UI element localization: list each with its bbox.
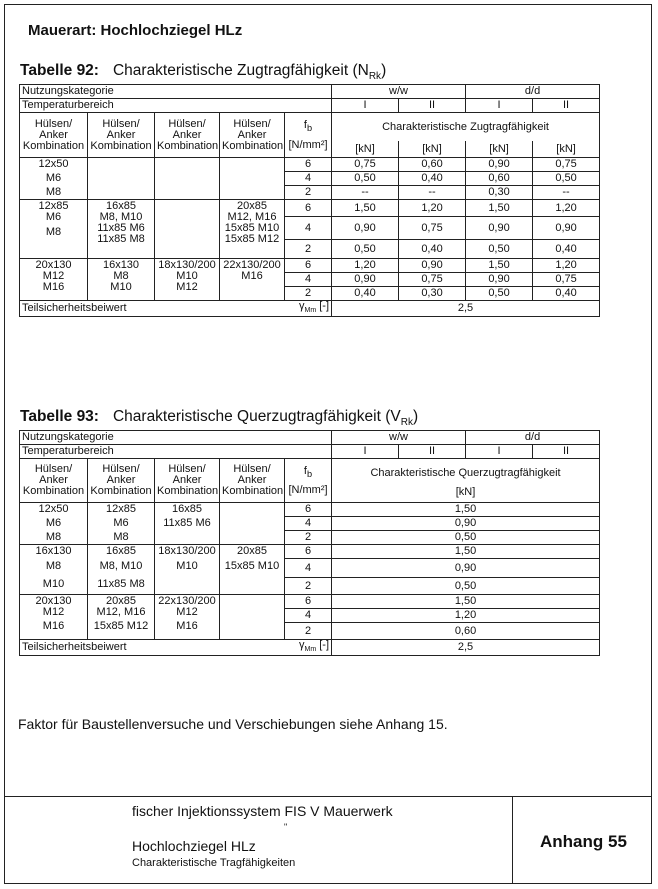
empty-cell <box>220 595 285 640</box>
gamma-symbol <box>285 301 332 317</box>
anchor-text: M8 <box>45 560 62 572</box>
ww-header: w/w <box>332 431 466 445</box>
empty-cell <box>155 158 220 200</box>
unit-kn: [kN] <box>455 485 476 498</box>
table-row <box>20 85 600 99</box>
anchor-text: 11x85 M8 <box>97 233 145 245</box>
value-cell: 0,50 <box>332 172 399 186</box>
anchor-text: 15x85 M12 <box>224 233 280 245</box>
value-cell: 0,50 <box>533 172 600 186</box>
table-row <box>20 158 600 172</box>
table-row <box>20 531 600 545</box>
table-row <box>20 259 600 273</box>
value-cell: 0,75 <box>533 158 600 172</box>
fb-unit: [N/mm²] <box>288 484 328 497</box>
table-row <box>20 431 600 445</box>
unit-kn: [kN] <box>465 141 532 157</box>
value-cell: 0,40 <box>332 287 399 301</box>
nutzungskategorie-label: Nutzungskategorie <box>20 431 332 445</box>
value-cell: 0,90 <box>399 259 466 273</box>
anchor-cell: 12x85 <box>88 503 155 517</box>
anchor-text: M8, M10 <box>99 560 143 572</box>
teil-value: 2,5 <box>332 301 600 317</box>
table-92-title-close: ) <box>381 62 387 79</box>
anchor-text: M16 <box>176 620 198 632</box>
unit-kn: [kN] <box>398 141 465 157</box>
anchor-text: M12 <box>42 606 65 618</box>
value-cell: 0,50 <box>332 578 600 595</box>
gamma-sub: Mm <box>304 646 317 654</box>
teil-value: 2,5 <box>332 640 600 656</box>
anchor-text: M10 <box>42 578 65 590</box>
value-cell: 0,90 <box>466 273 533 287</box>
anchor-cell <box>20 595 88 640</box>
footer-subject: Hochlochziegel HLz <box>132 838 256 854</box>
footer-tick: " <box>284 822 288 832</box>
value-cell: 0,60 <box>466 172 533 186</box>
gamma: γ <box>299 300 305 312</box>
value-cell: 0,50 <box>466 240 533 259</box>
empty-cell <box>155 531 220 545</box>
anchor-text: 20x85 <box>237 545 267 557</box>
value-cell: 1,20 <box>533 259 600 273</box>
temperaturbereich-label: Temperaturbereich <box>20 99 332 113</box>
value-cell: 0,90 <box>332 273 399 287</box>
fb-value: 6 <box>285 200 332 217</box>
anchor-cell <box>220 200 285 259</box>
value-cell: 1,50 <box>332 503 600 517</box>
char-header-label: Charakteristische Querzugtragfähigkeit <box>370 466 561 479</box>
fb-value: 2 <box>285 240 332 259</box>
anchor-cell: M6 <box>88 517 155 531</box>
value-cell: 0,60 <box>399 158 466 172</box>
value-cell: 0,90 <box>533 217 600 240</box>
value-cell: 1,50 <box>466 259 533 273</box>
value-cell: 1,20 <box>332 259 399 273</box>
temp-II: II <box>399 445 466 459</box>
value-cell: 0,40 <box>533 287 600 301</box>
gamma-unit: [-] <box>319 639 330 651</box>
anchor-text: 11x85 M8 <box>97 578 145 590</box>
anchor-cell <box>220 545 285 595</box>
anchor-cell: 16x85 <box>155 503 220 517</box>
fb-value: 6 <box>285 158 332 172</box>
dd-header: d/d <box>466 85 600 99</box>
table-93-title-close: ) <box>412 408 419 425</box>
anchor-text: 15x85 M12 <box>93 620 149 632</box>
anchor-cell <box>88 200 155 259</box>
value-cell: 0,90 <box>466 158 533 172</box>
fb-symbol: f <box>303 119 307 132</box>
fb-value: 4 <box>285 273 332 287</box>
teilsicherheitsbeiwert-label: Teilsicherheitsbeiwert <box>20 640 285 656</box>
anchor-text: 16x130 <box>35 545 72 557</box>
col-header-huelsen-anker: Hülsen/ Anker Kombination <box>88 459 155 503</box>
dd-header: d/d <box>466 431 600 445</box>
anchor-text: 16x85 <box>106 545 136 557</box>
table-92-caption <box>20 62 386 82</box>
anchor-text: M12 <box>176 281 198 293</box>
anchor-text: M10 <box>176 560 198 572</box>
temp-I: I <box>332 445 399 459</box>
fb-value: 2 <box>285 531 332 545</box>
anchor-text: M12 <box>176 606 198 618</box>
ww-header: w/w <box>332 85 466 99</box>
value-cell: 0,75 <box>399 273 466 287</box>
anchor-text: M10 <box>176 270 198 282</box>
value-cell: 1,50 <box>332 200 399 217</box>
value-cell: -- <box>533 186 600 200</box>
anchor-cell <box>155 545 220 595</box>
table-93-label: Tabelle 93: <box>20 408 99 425</box>
footer-divider <box>512 796 513 884</box>
empty-cell <box>155 200 220 259</box>
fb-value: 2 <box>285 186 332 200</box>
fb-value: 6 <box>285 545 332 559</box>
anchor-text: 22x130/200 <box>158 595 216 607</box>
table-row <box>20 113 600 158</box>
anchor-text: M8 <box>113 270 129 282</box>
table-row <box>20 445 600 459</box>
anchor-cell: M8 <box>88 531 155 545</box>
col-header-huelsen-anker: Hülsen/ Anker Kombination <box>155 113 220 158</box>
anchor-text: 20x130 <box>35 595 72 607</box>
anchor-text: 18x130/200 <box>158 545 216 557</box>
temp-II: II <box>533 445 600 459</box>
col-header-huelsen-anker: Hülsen/ Anker Kombination <box>220 459 285 503</box>
value-cell: 0,60 <box>332 623 600 640</box>
anchor-cell <box>88 595 155 640</box>
value-cell: 0,75 <box>533 273 600 287</box>
value-cell: 0,40 <box>399 172 466 186</box>
char-header-cell <box>332 113 600 158</box>
unit-kn: [kN] <box>532 141 599 157</box>
anchor-cell: M6 <box>20 517 88 531</box>
value-cell: 1,50 <box>332 545 600 559</box>
temp-II: II <box>399 99 466 113</box>
value-cell: 1,50 <box>466 200 533 217</box>
anchor-text: 18x130/200 <box>158 259 216 271</box>
col-header-huelsen-anker: Hülsen/ Anker Kombination <box>155 459 220 503</box>
temp-I: I <box>466 99 533 113</box>
anchor-cell: 12x50 <box>20 158 88 172</box>
anchor-text: 20x85 <box>237 200 267 212</box>
anchor-cell <box>20 259 88 301</box>
anchor-text: M8, M10 <box>99 211 143 223</box>
gamma: γ <box>299 639 305 651</box>
value-cell: -- <box>332 186 399 200</box>
anchor-text: M16 <box>42 281 65 293</box>
anchor-cell: M8 <box>20 531 88 545</box>
table-row <box>20 503 600 517</box>
anchor-text: 16x130 <box>102 259 140 271</box>
fb-unit: [N/mm²] <box>288 138 328 151</box>
note-text: Faktor für Baustellenversuche und Verschiebungen siehe Anhang 15. <box>18 716 448 732</box>
anchor-text: 20x130 <box>35 259 72 271</box>
anchor-text: M16 <box>42 620 65 632</box>
anchor-text: 20x85 <box>106 595 136 607</box>
teilsicherheitsbeiwert-label: Teilsicherheitsbeiwert <box>20 301 285 317</box>
anchor-text: 12x85 <box>38 200 69 212</box>
table-row <box>20 200 600 217</box>
anchor-cell: 11x85 M6 <box>155 517 220 531</box>
fb-value: 6 <box>285 503 332 517</box>
table-93-caption <box>20 408 418 428</box>
anchor-text: 16x85 <box>106 200 136 212</box>
anchor-cell: M6 <box>20 172 88 186</box>
anchor-cell <box>155 595 220 640</box>
value-cell: 1,20 <box>332 609 600 623</box>
value-cell: 0,40 <box>533 240 600 259</box>
anchor-text: M8 <box>45 226 62 238</box>
value-cell: 0,90 <box>332 517 600 531</box>
fb-value: 4 <box>285 517 332 531</box>
value-cell: 0,50 <box>332 531 600 545</box>
anchor-text: M12, M16 <box>96 606 146 618</box>
col-header-huelsen-anker: Hülsen/ Anker Kombination <box>88 113 155 158</box>
footer-description: Charakteristische Tragfähigkeiten <box>132 857 296 869</box>
fb-subscript: b <box>306 123 313 134</box>
col-header-huelsen-anker: Hülsen/ Anker Kombination <box>20 113 88 158</box>
temperaturbereich-label: Temperaturbereich <box>20 445 332 459</box>
anchor-text: 15x85 M10 <box>224 560 280 572</box>
value-cell: 0,75 <box>399 217 466 240</box>
value-cell: 0,90 <box>466 217 533 240</box>
fb-symbol: f <box>303 464 307 477</box>
anchor-text: M12, M16 <box>227 211 277 223</box>
anchor-cell <box>20 200 88 259</box>
table-92-title-sub: Rk <box>368 71 382 83</box>
char-header-label: Charakteristische Zugtragfähigkeit <box>382 121 549 133</box>
anchor-text: 15x85 M10 <box>224 222 280 234</box>
value-cell: 0,50 <box>332 240 399 259</box>
fb-value: 2 <box>285 287 332 301</box>
temp-I: I <box>332 99 399 113</box>
gamma-unit: [-] <box>319 300 330 312</box>
table-92-title: Charakteristische Zugtragfähigkeit (N <box>112 62 369 79</box>
table-row <box>20 459 600 503</box>
anchor-cell: M8 <box>20 186 88 200</box>
char-header-cell <box>332 459 600 503</box>
table-92 <box>19 84 600 317</box>
value-cell: 0,40 <box>399 240 466 259</box>
fb-value: 2 <box>285 623 332 640</box>
table-row <box>20 99 600 113</box>
value-cell: 1,20 <box>533 200 600 217</box>
table-92-label: Tabelle 92: <box>20 62 99 79</box>
col-header-fb <box>285 459 332 503</box>
unit-kn: [kN] <box>355 143 375 155</box>
fb-value: 2 <box>285 578 332 595</box>
anchor-cell <box>20 545 88 595</box>
fb-value: 4 <box>285 559 332 578</box>
anchor-cell <box>155 259 220 301</box>
value-cell: 0,30 <box>466 186 533 200</box>
temp-II: II <box>533 99 600 113</box>
value-cell: 0,75 <box>332 158 399 172</box>
anchor-cell <box>88 545 155 595</box>
table-row <box>20 301 600 317</box>
value-cell: -- <box>399 186 466 200</box>
empty-cell <box>220 503 285 545</box>
fb-value: 4 <box>285 172 332 186</box>
table-row <box>20 545 600 559</box>
anchor-text: M12 <box>42 270 65 282</box>
col-header-huelsen-anker: Hülsen/ Anker Kombination <box>220 113 285 158</box>
table-row <box>20 517 600 531</box>
value-cell: 0,90 <box>332 559 600 578</box>
gamma-symbol <box>285 640 332 656</box>
col-header-huelsen-anker: Hülsen/ Anker Kombination <box>20 459 88 503</box>
empty-cell <box>88 158 155 200</box>
footer-product: fischer Injektionssystem FIS V Mauerwerk <box>132 803 393 819</box>
fb-subscript: b <box>306 469 313 480</box>
temp-I: I <box>466 445 533 459</box>
anchor-cell <box>220 259 285 301</box>
table-93-title: Charakteristische Querzugtragfähigkeit (V <box>112 408 401 425</box>
anchor-text: M16 <box>241 270 263 282</box>
fb-value: 6 <box>285 259 332 273</box>
value-cell: 1,50 <box>332 595 600 609</box>
table-row <box>20 595 600 609</box>
fb-value: 4 <box>285 609 332 623</box>
footer-anhang: Anhang 55 <box>540 832 627 851</box>
gamma-sub: Mm <box>304 307 317 315</box>
value-cell: 0,90 <box>332 217 399 240</box>
table-row <box>20 640 600 656</box>
nutzungskategorie-label: Nutzungskategorie <box>20 85 332 99</box>
fb-value: 4 <box>285 217 332 240</box>
table-93 <box>19 430 600 656</box>
anchor-cell <box>88 259 155 301</box>
table-93-title-sub: Rk <box>400 417 413 429</box>
anchor-cell: 12x50 <box>20 503 88 517</box>
col-header-fb <box>285 113 332 158</box>
anchor-text: M6 <box>45 211 62 223</box>
anchor-text: M10 <box>110 281 132 293</box>
empty-cell <box>220 158 285 200</box>
fb-value: 6 <box>285 595 332 609</box>
value-cell: 0,30 <box>399 287 466 301</box>
mauerart-heading: Mauerart: Hochlochziegel HLz <box>28 22 243 39</box>
value-cell: 1,20 <box>399 200 466 217</box>
anchor-text: 11x85 M6 <box>97 222 145 234</box>
anchor-text: 22x130/200 <box>223 259 281 271</box>
value-cell: 0,50 <box>466 287 533 301</box>
